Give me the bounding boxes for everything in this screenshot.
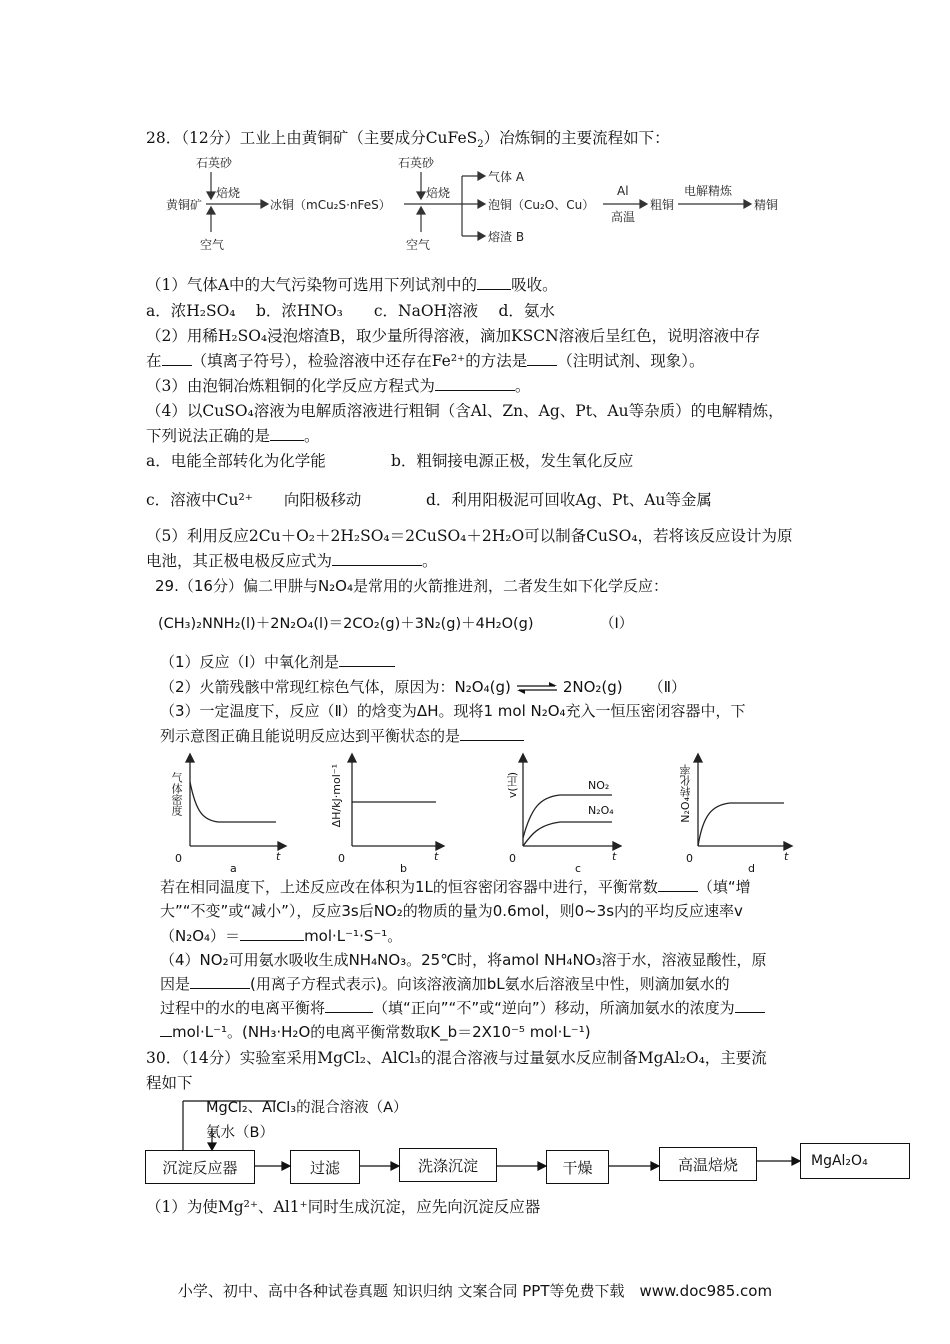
refined-copper-label: 精铜 xyxy=(754,198,779,212)
box-high-temp-roast: 高温焙烧 xyxy=(659,1147,757,1181)
q28-part2-line1: （2）用稀H₂SO₄浸泡熔渣B，取少量所得溶液，滴加KSCN溶液后呈红色，说明溶液中存 xyxy=(146,327,761,345)
box-wash-precipitate: 洗涤沉淀 xyxy=(399,1148,497,1182)
roast-2-label: 焙烧 xyxy=(426,186,451,200)
q29-equation-1-tag: （Ⅰ） xyxy=(600,616,634,632)
input-b-label: 氨水（B） xyxy=(206,1125,274,1141)
q30-part1: （1）为使Mg²⁺、Al1⁺同时生成沉淀，应先向沉淀反应器 xyxy=(146,1198,541,1216)
q29-header: 29.（16分）偏二甲肼与N₂O₄是常用的火箭推进剂，二者发生如下化学反应： xyxy=(155,577,668,595)
chart-b-ylabel: ΔH/kJ·mol⁻¹ xyxy=(330,764,343,828)
chart-d-xlabel: t xyxy=(784,850,789,863)
q29-part1: （1）反应（Ⅰ）中氧化剂是 xyxy=(160,652,395,672)
box-filtration: 过滤 xyxy=(290,1150,360,1184)
q28-part4-option-c: c．溶液中Cu²⁺ 向阳极移动 xyxy=(146,491,362,509)
chart-d-origin: 0 xyxy=(686,852,693,865)
q28-part2-line2: 在 （填离子符号），检验溶液中还存在Fe²⁺的方法是 （注明试剂、现象）。 xyxy=(146,352,705,370)
q29-part3-line5: （N₂O₄）＝ mol·L⁻¹·S⁻¹。 xyxy=(160,927,403,945)
q29-part4-line4: mol·L⁻¹。(NH₃·H₂O的电离平衡常数取K_b＝2X10⁻⁵ mol·L⁻¹) xyxy=(160,1022,591,1042)
chart-c-series-n2o4: N₂O₄ xyxy=(588,804,614,817)
chart-b-origin: 0 xyxy=(338,852,345,865)
q29-part2: （2）火箭残骸中常现红棕色气体，原因为：N₂O₄(g) 2NO₂(g) （Ⅱ） xyxy=(160,678,687,696)
q28-part1-options: a．浓H₂SO₄ b．浓HNO₃ c．NaOH溶液 d．氨水 xyxy=(146,302,555,320)
air-2-label: 空气 xyxy=(406,238,431,252)
chart-d-caption: d xyxy=(748,862,755,875)
blister-copper-label: 泡铜（Cu₂O、Cu） xyxy=(488,198,595,212)
box-dry: 干燥 xyxy=(546,1150,609,1184)
chart-c-series-no2: NO₂ xyxy=(588,779,610,792)
q28-part1: （1）气体A中的大气污染物可选用下列试剂中的 吸收。 xyxy=(146,276,558,294)
box-product: MgAl₂O₄ xyxy=(800,1143,910,1179)
al-label: Al xyxy=(617,184,629,198)
chart-c-caption: c xyxy=(575,862,582,875)
chart-a-xlabel: t xyxy=(276,850,281,863)
electrorefining-label: 电解精炼 xyxy=(684,184,733,198)
high-temp-label: 高温 xyxy=(611,210,636,224)
slag-b-label: 熔渣 B xyxy=(488,230,525,244)
q29-part3-line1: （3）一定温度下，反应（Ⅱ）的焓变为ΔH。现将1 mol N₂O₄充入一恒压密闭容器中，下 xyxy=(160,702,746,720)
q28-part5-line2: 电池，其正极电极反应式为 。 xyxy=(146,552,438,570)
q28-header: 28．（12分）工业上由黄铜矿（主要成分CuFeS$_2$）冶炼铜的主要流程如下： xyxy=(146,129,670,151)
box-precipitation-reactor: 沉淀反应器 xyxy=(145,1150,255,1184)
q29-part4-line2: 因是 (用离子方程式表示)。向该溶液滴加bL氨水后溶液呈中性，则滴加氨水的 xyxy=(160,975,730,993)
quartz-sand-2: 石英砂 xyxy=(398,156,435,170)
chalcopyrite-label: 黄铜矿 xyxy=(166,198,203,212)
q28-part4-line1: （4）以CuSO₄溶液为电解质溶液进行粗铜（含Al、Zn、Ag、Pt、Au等杂质）的电解精炼， xyxy=(146,402,784,420)
q28-part4-option-b: b．粗铜接电源正极，发生氧化反应 xyxy=(391,452,634,470)
chart-c-origin: 0 xyxy=(509,852,516,865)
matte-label: 冰铜（mCu₂S·nFeS） xyxy=(270,198,391,212)
chart-b-caption: b xyxy=(400,862,407,875)
q28-part4-line2: 下列说法正确的是 。 xyxy=(146,427,320,445)
chart-a-origin: 0 xyxy=(175,852,182,865)
air-1-label: 空气 xyxy=(200,238,225,252)
q28-part4-option-d: d．利用阳极泥可回收Ag、Pt、Au等金属 xyxy=(426,491,712,509)
roast-1-label: 焙烧 xyxy=(216,186,241,200)
gas-a-label: 气体 A xyxy=(488,170,525,184)
chart-a-ylabel: 气体密度 xyxy=(170,772,183,816)
q29-part4-line1: （4）NO₂可用氨水吸收生成NH₄NO₃。25℃时，将amol NH₄NO₃溶于水，溶液显酸性，原 xyxy=(160,951,767,969)
q30-header-line1: 30．（14分）实验室采用MgCl₂、AlCl₃的混合溶液与过量氨水反应制备MgAl₂O₄，主要流 xyxy=(146,1049,767,1067)
q29-part3-line4: 大”“不变”或“减小”），反应3s后NO₂的物质的量为0.6mol，则0~3s内的平均反应速率v xyxy=(160,902,743,920)
page-footer: 小学、初中、高中各种试卷真题 知识归纳 文案合同 PPT等免费下载 www.doc985.com xyxy=(177,1282,773,1300)
chart-c-ylabel: v(正) xyxy=(506,772,519,799)
q30-header-line2: 程如下 xyxy=(146,1074,193,1092)
chart-c-xlabel: t xyxy=(612,850,617,863)
q29-equation-1: (CH₃)₂NNH₂(l)＋2N₂O₄(l)＝2CO₂(g)＋3N₂(g)＋4H₂O(g) xyxy=(158,616,534,632)
q28-part5-line1: （5）利用反应2Cu＋O₂＋2H₂SO₄＝2CuSO₄＋2H₂O可以制备CuSO₄，若将该反应设计为原 xyxy=(146,527,793,545)
q28-part4-option-a: a．电能全部转化为化学能 xyxy=(146,452,326,470)
chart-b-xlabel: t xyxy=(434,850,439,863)
q28-part3: （3）由泡铜冶炼粗铜的化学反应方程式为 。 xyxy=(146,377,531,395)
chart-a-caption: a xyxy=(230,862,237,875)
q29-part4-line3: 过程中的水的电离平衡将 （填“正向”“不”或“逆向”）移动，所滴加氨水的浓度为 xyxy=(160,998,765,1018)
q29-part3-line2: 列示意图正确且能说明反应达到平衡状态的是 xyxy=(160,726,524,746)
quartz-sand-1: 石英砂 xyxy=(196,156,233,170)
chart-d-ylabel: N₂O₄转化率 xyxy=(679,764,692,823)
input-a-label: MgCl₂、AlCl₃的混合溶液（A） xyxy=(206,1100,408,1116)
crude-copper-label: 粗铜 xyxy=(650,198,675,212)
q29-part3-line3: 若在相同温度下，上述反应改在体积为1L的恒容密闭容器中进行，平衡常数 （填“增 xyxy=(160,878,751,896)
